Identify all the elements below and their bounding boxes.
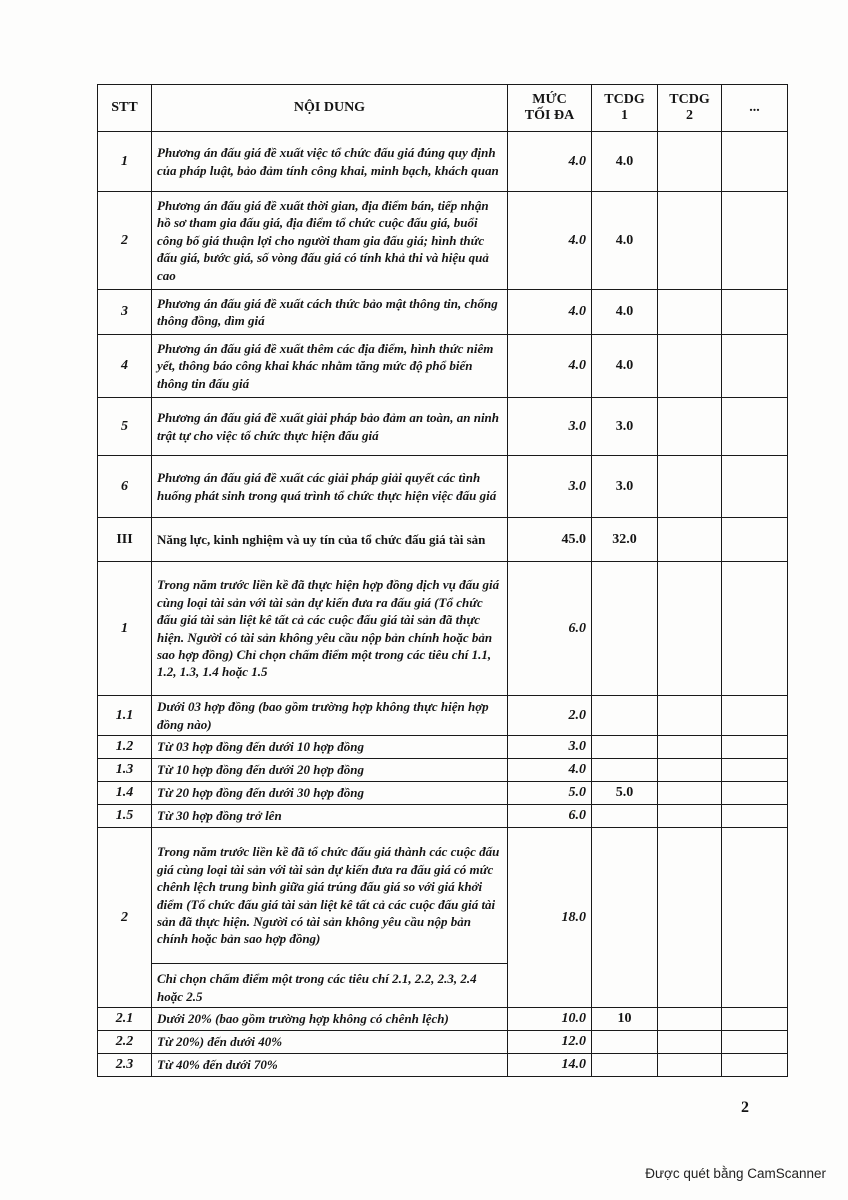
table-row [98,192,788,290]
row-content: Từ 30 hợp đồng trở lên [152,805,508,828]
row-tcdg1 [592,759,658,782]
row-more [722,398,788,456]
row-content: Dưới 03 hợp đồng (bao gồm trường hợp không thực hiện hợp đồng nào) [152,696,508,736]
row-more [722,759,788,782]
row-tcdg2 [658,398,722,456]
row-max: 3.0 [508,456,592,518]
row-content: Từ 20 hợp đồng đến dưới 30 hợp đồng [152,782,508,805]
row-more [722,696,788,736]
row-tcdg1 [592,736,658,759]
header-max-line2: TỐI ĐA [524,108,575,123]
row-more [722,736,788,759]
row-tcdg2 [658,696,722,736]
row-content: Từ 03 hợp đồng đến dưới 10 hợp đồng [152,736,508,759]
header-content: NỘI DUNG [152,85,508,132]
table-row [98,759,788,782]
header-stt: STT [98,85,152,132]
header-tcdg1 [592,85,658,132]
table-row [98,562,788,696]
row-content: Dưới 20% (bao gồm trường hợp không có chênh lệch) [152,1008,508,1031]
table-row [98,335,788,398]
row-tcdg2 [658,335,722,398]
table-row [98,1054,788,1077]
row-tcdg2 [658,1031,722,1054]
row-max: 2.0 [508,696,592,736]
row-tcdg2 [658,456,722,518]
row-content: Năng lực, kinh nghiệm và uy tín của tổ chức đấu giá tài sản [152,518,508,562]
header-max [508,85,592,132]
row-tcdg1: 4.0 [592,335,658,398]
row-content: Phương án đấu giá đề xuất thời gian, địa điểm bán, tiếp nhận hồ sơ tham gia đấu giá, địa điểm tổ chức cuộc đấu giá, buổi công bố giá thuận lợi cho người tham gia đấu giá; hình thức đấu giá, bước giá, số vòng đấu giá có tính khả thi và hiệu quả cao [152,192,508,290]
header-max-line1: MỨC [532,92,567,107]
row-tcdg1: 10 [592,1008,658,1031]
row-stt: 4 [98,335,152,398]
scanner-watermark: Được quét bằng CamScanner [645,1166,826,1181]
row-stt: 1 [98,132,152,192]
row-tcdg2 [658,192,722,290]
row-max: 6.0 [508,562,592,696]
row-tcdg1: 3.0 [592,456,658,518]
row-stt: 2.2 [98,1031,152,1054]
row-max: 5.0 [508,782,592,805]
row-stt: 1.5 [98,805,152,828]
row-sub-content: Chỉ chọn chấm điểm một trong các tiêu chí 2.1, 2.2, 2.3, 2.4 hoặc 2.5 [152,964,508,1008]
row-max: 4.0 [508,192,592,290]
row-tcdg2 [658,828,722,1008]
row-content: Phương án đấu giá đề xuất việc tổ chức đấu giá đúng quy định của pháp luật, bảo đảm tính công khai, minh bạch, khách quan [152,132,508,192]
header-tcdg2-line2: 2 [686,108,693,123]
header-tcdg1-line1: TCDG [604,92,645,107]
row-tcdg1: 5.0 [592,782,658,805]
table-row [98,805,788,828]
row-tcdg1 [592,828,658,1008]
row-tcdg2 [658,518,722,562]
row-content: Trong năm trước liền kề đã tổ chức đấu giá thành các cuộc đấu giá cùng loại tài sản với tài sản dự kiến đưa ra đấu giá có mức chênh lệch trung bình giữa giá trúng đấu giá so với giá khởi điểm (Tổ chức đấu giá tài sản liệt kê tất cả các cuộc đấu giá tài sản đã thực hiện. Người có tài sản không yêu cầu nộp bản chính hoặc bản sao hợp đồng) [152,828,508,964]
row-tcdg1: 3.0 [592,398,658,456]
row-tcdg2 [658,782,722,805]
row-content: Trong năm trước liền kề đã thực hiện hợp đồng dịch vụ đấu giá cùng loại tài sản với tài sản dự kiến đưa ra đấu giá (Tổ chức đấu giá tài sản liệt kê tất cả các cuộc đấu giá tài sản đã thực hiện. Người có tài sản không yêu cầu nộp bản chính hoặc bản sao hợp đồng) Chỉ chọn chấm điểm một trong các tiêu chí 1.1, 1.2, 1.3, 1.4 hoặc 1.5 [152,562,508,696]
row-tcdg1: 4.0 [592,132,658,192]
row-tcdg2 [658,290,722,335]
row-tcdg2 [658,736,722,759]
row-more [722,1008,788,1031]
page-number: 2 [741,1099,749,1116]
header-tcdg2 [658,85,722,132]
row-stt: 6 [98,456,152,518]
row-stt: 1.2 [98,736,152,759]
row-stt: 2.3 [98,1054,152,1077]
row-more [722,805,788,828]
row-more [722,562,788,696]
row-more [722,335,788,398]
row-stt: 1.4 [98,782,152,805]
table-row [98,736,788,759]
row-more [722,1054,788,1077]
row-max: 4.0 [508,290,592,335]
row-stt: 1.1 [98,696,152,736]
row-tcdg1: 4.0 [592,192,658,290]
row-more [722,518,788,562]
row-content: Phương án đấu giá đề xuất cách thức bảo mật thông tin, chống thông đồng, dìm giá [152,290,508,335]
row-more [722,192,788,290]
header-more: ... [722,85,788,132]
row-max: 4.0 [508,759,592,782]
row-max: 12.0 [508,1031,592,1054]
row-tcdg1 [592,1031,658,1054]
row-max: 3.0 [508,398,592,456]
row-max: 14.0 [508,1054,592,1077]
header-tcdg2-line1: TCDG [669,92,710,107]
row-stt: 3 [98,290,152,335]
row-max: 6.0 [508,805,592,828]
row-max: 10.0 [508,1008,592,1031]
row-tcdg2 [658,562,722,696]
header-row [98,85,788,132]
table-row [98,398,788,456]
row-max: 18.0 [508,828,592,1008]
row-more [722,828,788,1008]
table-row [98,1008,788,1031]
row-more [722,290,788,335]
row-tcdg2 [658,759,722,782]
row-tcdg1 [592,696,658,736]
table-row [98,456,788,518]
scoring-table [97,84,788,1077]
row-content: Từ 20%) đến dưới 40% [152,1031,508,1054]
row-tcdg2 [658,1054,722,1077]
row-tcdg2 [658,805,722,828]
table-row [98,132,788,192]
row-stt: 2 [98,192,152,290]
row-tcdg2 [658,132,722,192]
row-max: 45.0 [508,518,592,562]
row-content: Phương án đấu giá đề xuất giải pháp bảo đảm an toàn, an ninh trật tự cho việc tổ chức thực hiện đấu giá [152,398,508,456]
row-tcdg1 [592,1054,658,1077]
table-row [98,782,788,805]
row-more [722,1031,788,1054]
row-tcdg1 [592,805,658,828]
row-max: 4.0 [508,132,592,192]
row-more [722,456,788,518]
row-content: Phương án đấu giá đề xuất các giải pháp giải quyết các tình huống phát sinh trong quá trình tổ chức thực hiện việc đấu giá [152,456,508,518]
row-stt: 2.1 [98,1008,152,1031]
row-content: Từ 40% đến dưới 70% [152,1054,508,1077]
table-row [98,290,788,335]
table-row [98,828,788,964]
row-more [722,782,788,805]
row-stt: 5 [98,398,152,456]
row-stt: 2 [98,828,152,1008]
table-row [98,1031,788,1054]
table-row [98,518,788,562]
row-tcdg2 [658,1008,722,1031]
row-tcdg1: 4.0 [592,290,658,335]
row-stt: III [98,518,152,562]
header-tcdg1-line2: 1 [621,108,628,123]
row-content: Từ 10 hợp đồng đến dưới 20 hợp đồng [152,759,508,782]
row-stt: 1 [98,562,152,696]
row-stt: 1.3 [98,759,152,782]
row-content: Phương án đấu giá đề xuất thêm các địa điểm, hình thức niêm yết, thông báo công khai khác nhằm tăng mức độ phổ biến thông tin đấu giá [152,335,508,398]
row-tcdg1: 32.0 [592,518,658,562]
table-row [98,696,788,736]
row-max: 3.0 [508,736,592,759]
row-more [722,132,788,192]
row-tcdg1 [592,562,658,696]
row-max: 4.0 [508,335,592,398]
